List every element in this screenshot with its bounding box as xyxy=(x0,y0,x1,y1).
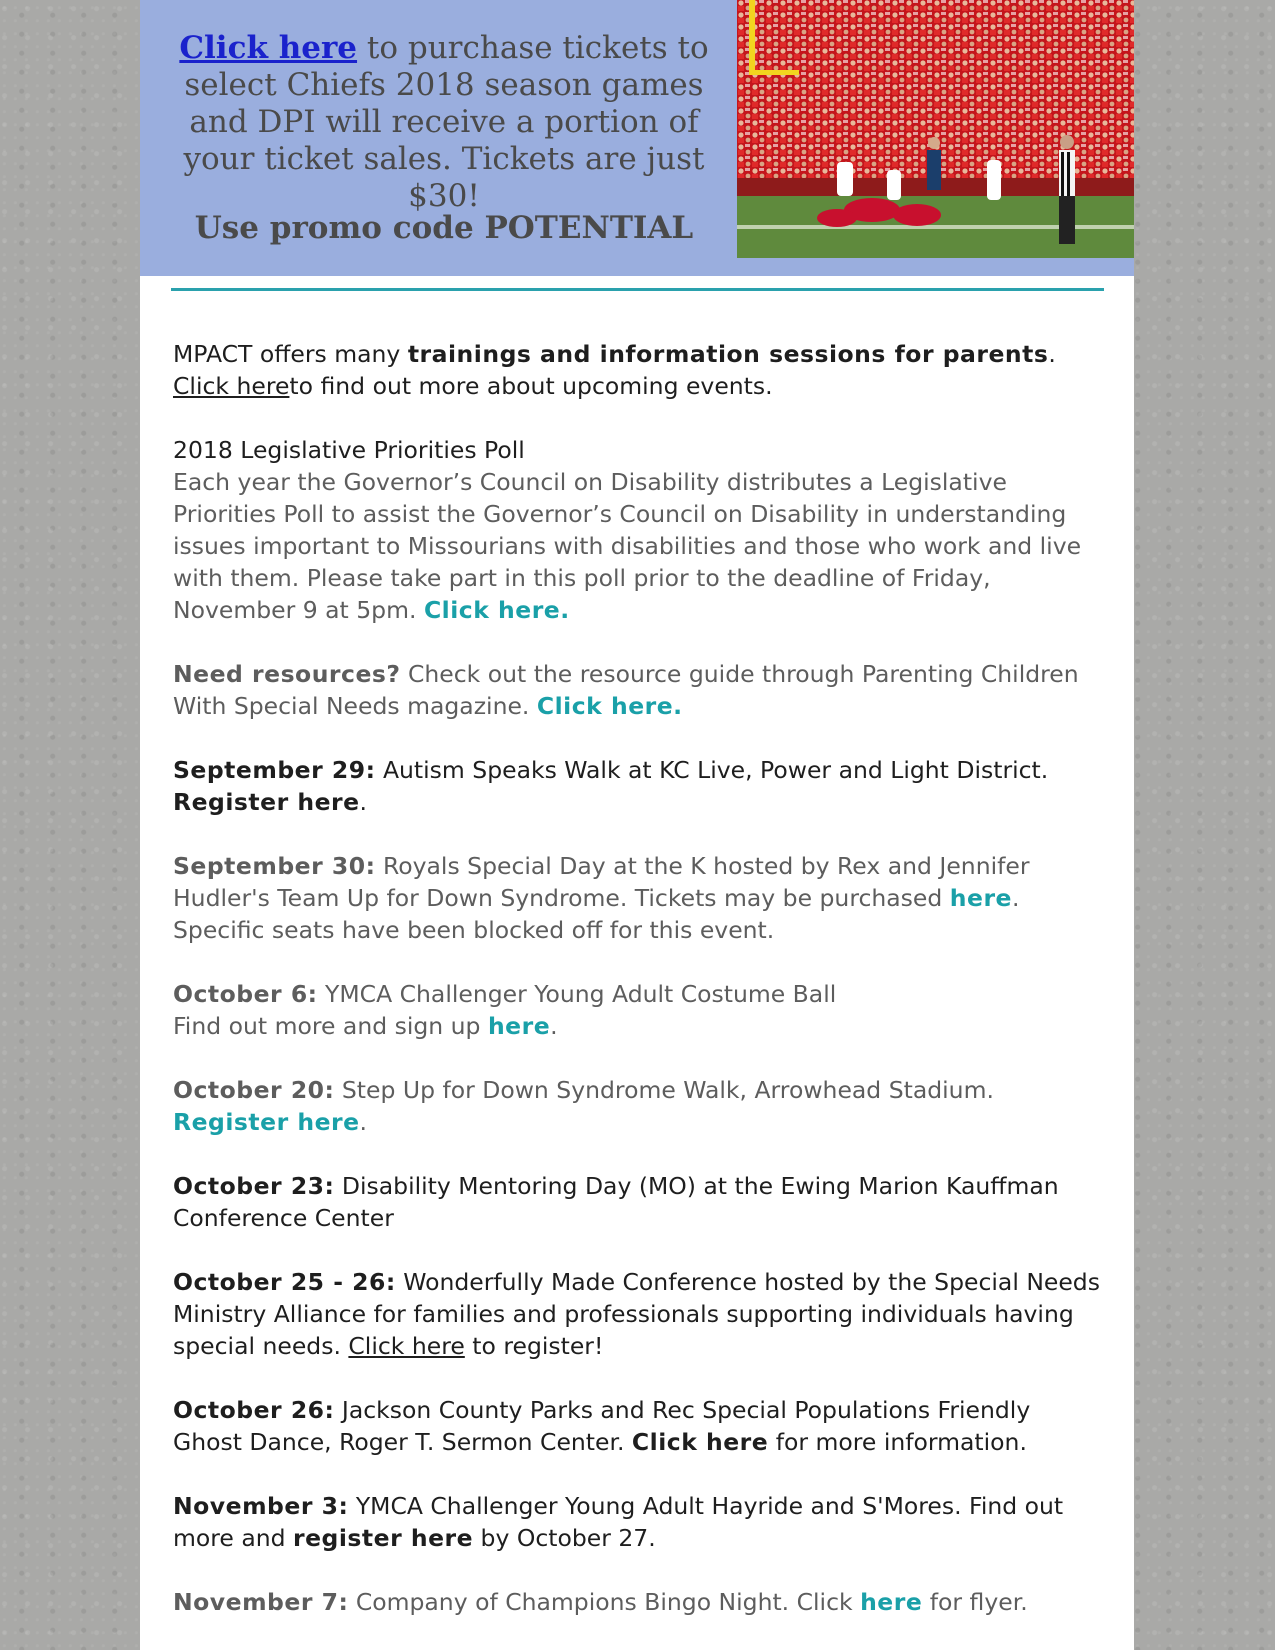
event-date: November 3: xyxy=(173,1492,349,1520)
event-description-2: Find out more and sign up xyxy=(173,1012,488,1040)
event-description: Royals Special Day at the K hosted by Rex and Jennifer Hudler's Team Up for Down Syndrome. Tickets may be purchased xyxy=(173,852,1030,912)
poll-title: 2018 Legislative Priorities Poll xyxy=(173,436,525,464)
poll-description xyxy=(173,466,1103,626)
promo-code-text: Use promo code POTENTIAL xyxy=(194,210,694,246)
event-oct-20 xyxy=(173,1074,1103,1138)
mpact-punct: . xyxy=(1048,340,1056,368)
event-description: Jackson County Parks and Rec Special Populations Friendly Ghost Dance, Roger T. Sermon Center. xyxy=(173,1396,1031,1456)
newsletter-sheet xyxy=(140,0,1134,1650)
event-description: Company of Champions Bingo Night. Click xyxy=(348,1588,861,1616)
event-oct-25-26 xyxy=(173,1266,1103,1362)
event-date: October 20: xyxy=(173,1076,335,1104)
event-end: for flyer. xyxy=(922,1588,1028,1616)
newsletter-body xyxy=(173,338,1103,1650)
event-date: November 7: xyxy=(173,1588,349,1616)
event-oct-6 xyxy=(173,978,1103,1042)
event-end: . Specific seats have been blocked off for this event. xyxy=(173,884,1020,944)
oct26-info-link[interactable]: Click here xyxy=(631,1428,769,1456)
event-date: October 23: xyxy=(173,1172,335,1200)
nov3-register-link[interactable]: register here xyxy=(293,1524,474,1552)
event-date: September 29: xyxy=(173,756,376,784)
event-oct-23 xyxy=(173,1170,1103,1234)
event-date: October 25 - 26: xyxy=(173,1268,396,1296)
nov7-flyer-link[interactable]: here xyxy=(860,1588,923,1616)
event-oct-26 xyxy=(173,1394,1103,1458)
resources-paragraph xyxy=(173,658,1103,722)
event-description: Autism Speaks Walk at KC Live, Power and Light District. xyxy=(375,756,1049,784)
event-sep-30 xyxy=(173,850,1103,946)
section-divider xyxy=(171,288,1104,291)
oct25-register-link[interactable]: Click here xyxy=(348,1332,465,1360)
legislative-poll-section xyxy=(173,434,1103,626)
resources-lead: Need resources? xyxy=(173,660,401,688)
sep29-register-link[interactable]: Register here xyxy=(173,788,360,816)
event-end: for more information. xyxy=(768,1428,1027,1456)
event-description: YMCA Challenger Young Adult Costume Ball xyxy=(317,980,837,1008)
mpact-trainings-paragraph xyxy=(173,338,1103,402)
chiefs-ticket-banner xyxy=(140,0,1134,276)
ticket-promo-copy: to purchase tickets to select Chiefs 2018 season games and DPI will receive a portion of your ticket sales. Tickets are just $30! xyxy=(183,30,709,214)
event-date: October 6: xyxy=(173,980,318,1008)
sep30-tickets-link[interactable]: here xyxy=(949,884,1012,912)
mpact-text-end: to find out more about upcoming events. xyxy=(289,372,773,400)
event-description: Disability Mentoring Day (MO) at the Ewing Marion Kauffman Conference Center xyxy=(173,1172,1059,1232)
event-sep-29 xyxy=(173,754,1103,818)
poll-body: Each year the Governor’s Council on Disability distributes a Legislative Priorities Poll to assist the Governor’s Council on Disability in understanding issues important to Missourians with disabilities and those who work and live with them. Please take part in this poll prior to the deadline of Friday, November 9 at 5pm. xyxy=(173,468,1082,624)
event-description: Step Up for Down Syndrome Walk, Arrowhead Stadium. xyxy=(334,1076,994,1104)
poll-link[interactable]: Click here. xyxy=(423,596,570,624)
event-description: Wonderfully Made Conference hosted by the Special Needs Ministry Alliance for families and professionals supporting individuals having special needs. xyxy=(173,1268,1100,1360)
event-nov-3 xyxy=(173,1490,1103,1554)
event-end: to register! xyxy=(464,1332,604,1360)
resources-body: Check out the resource guide through Parenting Children With Special Needs magazine. xyxy=(173,660,1079,720)
mpact-text: MPACT offers many xyxy=(173,340,408,368)
event-end: by October 27. xyxy=(473,1524,656,1552)
event-nov-7 xyxy=(173,1586,1103,1618)
purchase-tickets-link[interactable]: Click here xyxy=(179,30,358,66)
event-date: October 26: xyxy=(173,1396,335,1424)
stadium-photo-illustration xyxy=(737,0,1134,258)
event-date: September 30: xyxy=(173,852,376,880)
oct20-register-link[interactable]: Register here xyxy=(173,1108,360,1136)
mpact-highlight: trainings and information sessions for parents xyxy=(407,340,1049,368)
resources-link[interactable]: Click here. xyxy=(536,692,683,720)
event-end: . xyxy=(359,788,368,816)
mpact-events-link[interactable]: Click here xyxy=(173,372,290,400)
oct6-signup-link[interactable]: here xyxy=(487,1012,551,1040)
stadium-celebration-photo xyxy=(737,0,1134,258)
event-end: . xyxy=(359,1108,368,1136)
event-description: YMCA Challenger Young Adult Hayride and S'Mores. Find out more and xyxy=(173,1492,1064,1552)
ticket-promo-text xyxy=(160,30,728,215)
event-end: . xyxy=(550,1012,558,1040)
